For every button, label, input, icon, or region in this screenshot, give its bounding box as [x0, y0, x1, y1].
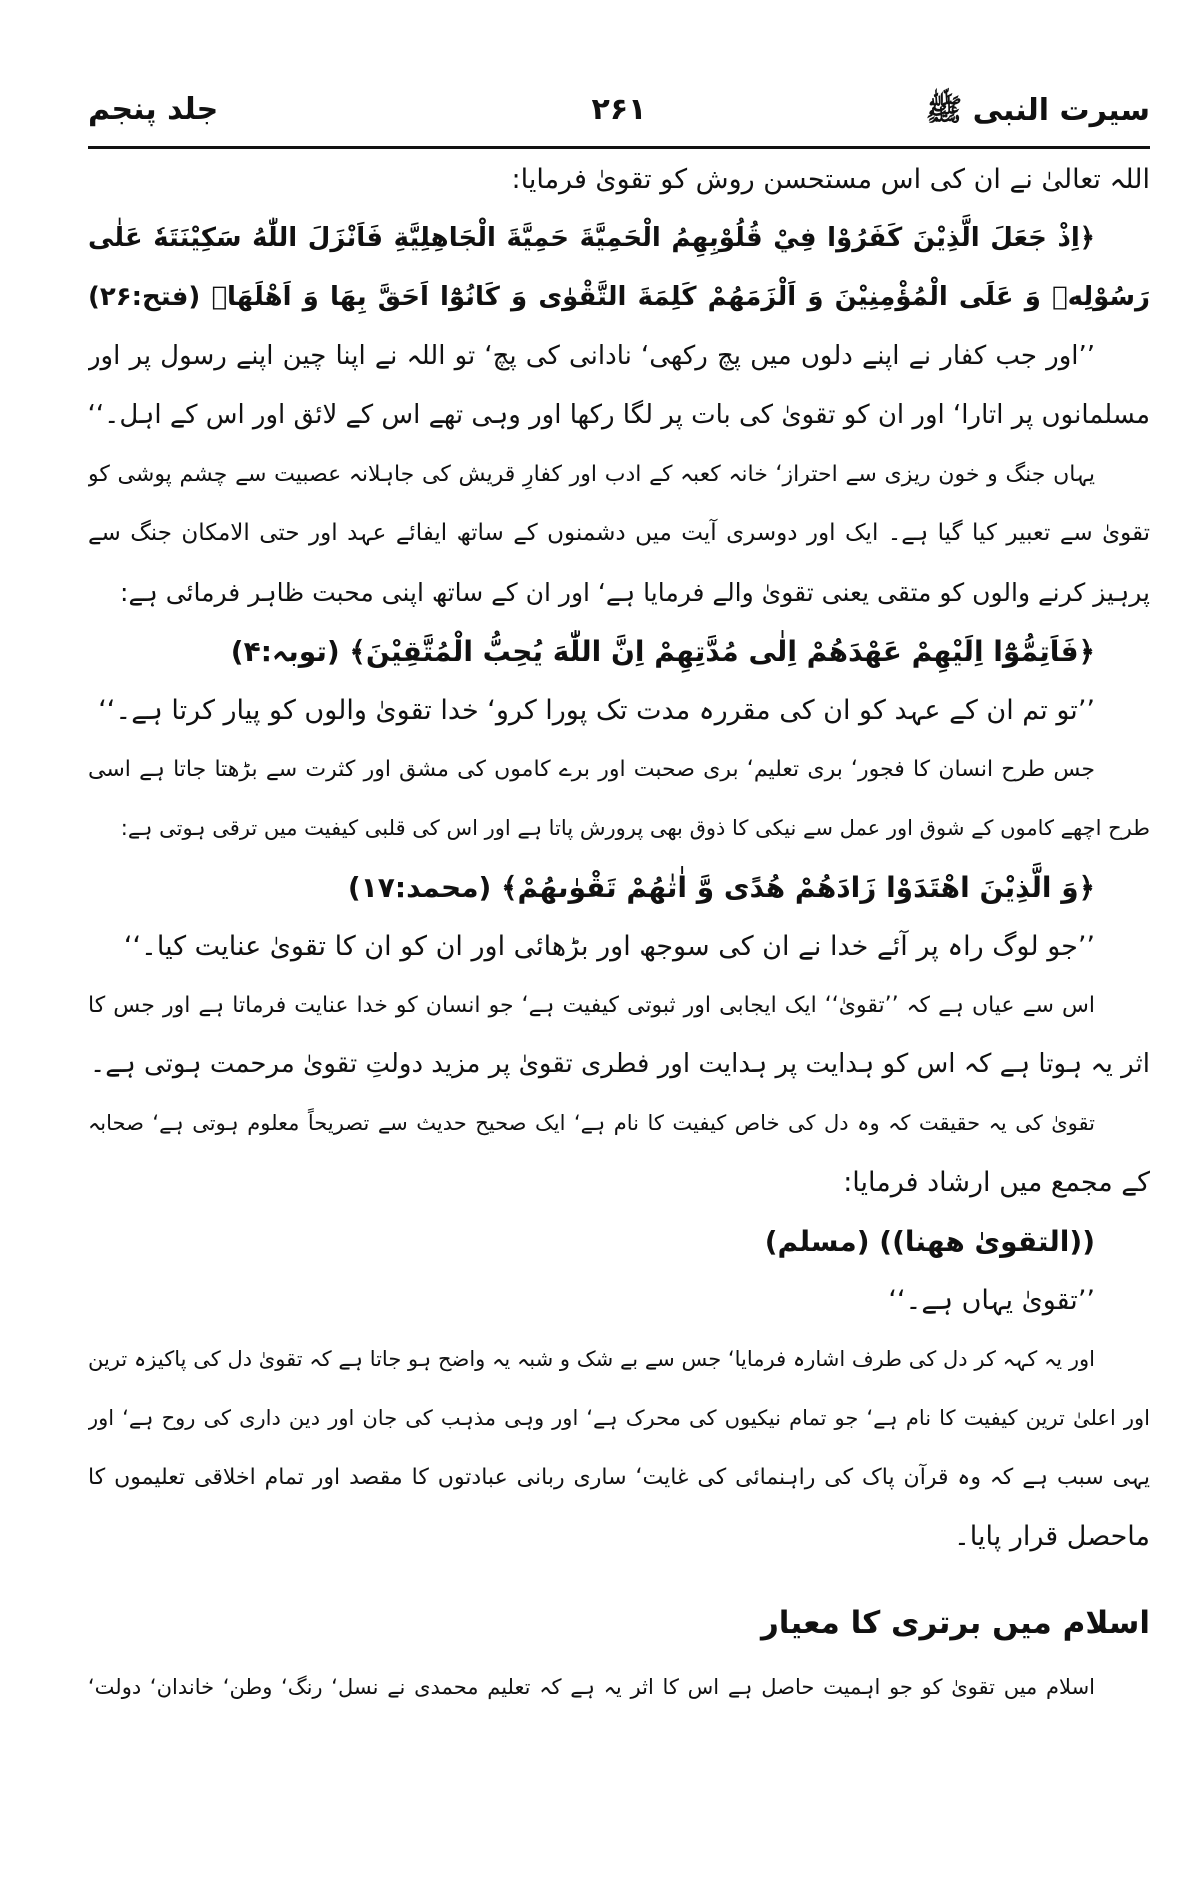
- text-line: طرح اچھے کاموں کے شوق اور عمل سے نیکی کا ذوق بھی پرورش پاتا ہے اور اس کی قلبی کیفیت میں ترقی ہوتی ہے:: [120, 816, 1150, 840]
- text-line: اسلام میں تقویٰ کو جو اہمیت حاصل ہے اس کا اثر یہ ہے کہ تعلیم محمدی نے نسل‘ رنگ‘ وطن‘ خاندان‘ دولت‘: [88, 1675, 1095, 1699]
- section-heading: اسلام میں برتری کا معیار: [760, 1605, 1150, 1641]
- header-rule: [88, 146, 1150, 149]
- text-line: یہی سبب ہے کہ وہ قرآن پاک کی راہنمائی کی غایت‘ ساری ربانی عبادتوں کا مقصد اور تمام اخلاقی تعلیموں کا: [88, 1465, 1150, 1490]
- text-line: ’’تقویٰ یہاں ہے۔‘‘: [888, 1285, 1095, 1316]
- text-line: پرہیز کرنے والوں کو متقی یعنی تقویٰ والے فرمایا ہے‘ اور ان کے ساتھ اپنی محبت ظاہر فرمائی ہے:: [120, 578, 1150, 607]
- quoted-verse-line: ((التقویٰ ھھنا)) (مسلم): [764, 1225, 1095, 1258]
- text-line: ماحصل قرار پایا۔: [953, 1521, 1150, 1552]
- text-line: اثر یہ ہوتا ہے کہ اس کو ہدایت پر ہدایت اور فطری تقویٰ پر مزید دولتِ تقویٰ مرحمت ہوتی ہے۔: [90, 1049, 1150, 1079]
- text-line: کے مجمع میں ارشاد فرمایا:: [843, 1167, 1150, 1198]
- text-line: مسلمانوں پر اتارا‘ اور ان کو تقویٰ کی بات پر لگا رکھا اور وہی تھے اس کے لائق اور اس کے اہل۔‘‘: [88, 400, 1150, 430]
- book-title: سیرت النبی ﷺ: [925, 93, 1150, 128]
- text-line: جس طرح انسان کا فجور‘ بری تعلیم‘ بری صحبت اور برے کاموں کی مشق اور کثرت سے بڑھتا جاتا ہے اسی: [88, 757, 1095, 782]
- text-line: تقویٰ کی یہ حقیقت کہ وہ دل کی خاص کیفیت کا نام ہے‘ ایک صحیح حدیث سے تصریحاً معلوم ہوتی ہے‘ صحابہ: [88, 1111, 1095, 1135]
- quoted-verse-line: ﴿اِذْ جَعَلَ الَّذِيْنَ كَفَرُوْا فِيْ قُلُوْبِهِمُ الْحَمِيَّةَ حَمِيَّةَ الْجَاهِلِيَّةِ فَاَنْزَلَ اللّٰهُ سَكِيْنَتَهٗ عَلٰى: [88, 223, 1095, 253]
- text-line: اس سے عیاں ہے کہ ’’تقویٰ‘‘ ایک ایجابی اور ثبوتی کیفیت ہے‘ جو انسان کو خدا عنایت فرماتا ہے اور جس کا: [88, 993, 1095, 1018]
- volume-label: جلد پنجم: [88, 92, 219, 127]
- page-body: [88, 150, 1150, 1717]
- text-line: یہاں جنگ و خون ریزی سے احتراز‘ خانہ کعبہ کے ادب اور کفارِ قریش کی جاہلانہ عصبیت سے چشم پوشی کو: [88, 462, 1095, 487]
- text-line: اور یہ کہہ کر دل کی طرف اشارہ فرمایا‘ جس سے بے شک و شبہ یہ واضح ہو جاتا ہے کہ تقویٰ دل کی پاکیزہ ترین: [88, 1347, 1095, 1371]
- text-line: اللہ تعالیٰ نے ان کی اس مستحسن روش کو تقویٰ فرمایا:: [511, 164, 1150, 195]
- text-line: ’’اور جب کفار نے اپنے دلوں میں پچ رکھی‘ نادانی کی پچ‘ تو اللہ نے اپنا چین اپنے رسول پر اور: [88, 341, 1095, 371]
- text-line: ’’تو تم ان کے عہد کو ان کی مقررہ مدت تک پورا کرو‘ خدا تقویٰ والوں کو پیار کرتا ہے۔‘‘: [98, 695, 1095, 726]
- page-number: ۲۶۱: [591, 92, 647, 127]
- quoted-verse-line: ﴿وَ الَّذِيْنَ اهْتَدَوْا زَادَهُمْ هُدًى وَّ اٰتٰهُمْ تَقْوٰىهُمْ﴾ (محمد:۱۷): [347, 871, 1095, 904]
- quoted-verse-line: ﴿فَاَتِمُّوْٓا اِلَيْهِمْ عَهْدَهُمْ اِلٰى مُدَّتِهِمْ اِنَّ اللّٰهَ يُحِبُّ الْمُتَّقِيْنَ﴾ (توبہ:۴): [230, 635, 1095, 668]
- text-line: اور اعلیٰ ترین کیفیت کا نام ہے‘ جو تمام نیکیوں کی محرک ہے‘ اور وہی مذہب کی جان اور دین داری کی روح ہے‘ اور: [88, 1406, 1150, 1430]
- text-line: ’’جو لوگ راہ پر آئے خدا نے ان کی سوجھ اور بڑھائی اور ان کو ان کا تقویٰ عنایت کیا۔‘‘: [123, 931, 1095, 962]
- running-header: [88, 92, 1150, 142]
- text-line: تقویٰ سے تعبیر کیا گیا ہے۔ ایک اور دوسری آیت میں دشمنوں کے ساتھ ایفائے عہد اور حتی الامکان جنگ سے: [88, 520, 1150, 546]
- quoted-verse-line: رَسُوْلِهٖ وَ عَلَى الْمُؤْمِنِيْنَ وَ اَلْزَمَهُمْ كَلِمَةَ التَّقْوٰى وَ كَانُوْٓا اَحَقَّ بِهَا وَ اَهْلَهَا﴾ (فتح:۲۶): [88, 282, 1150, 312]
